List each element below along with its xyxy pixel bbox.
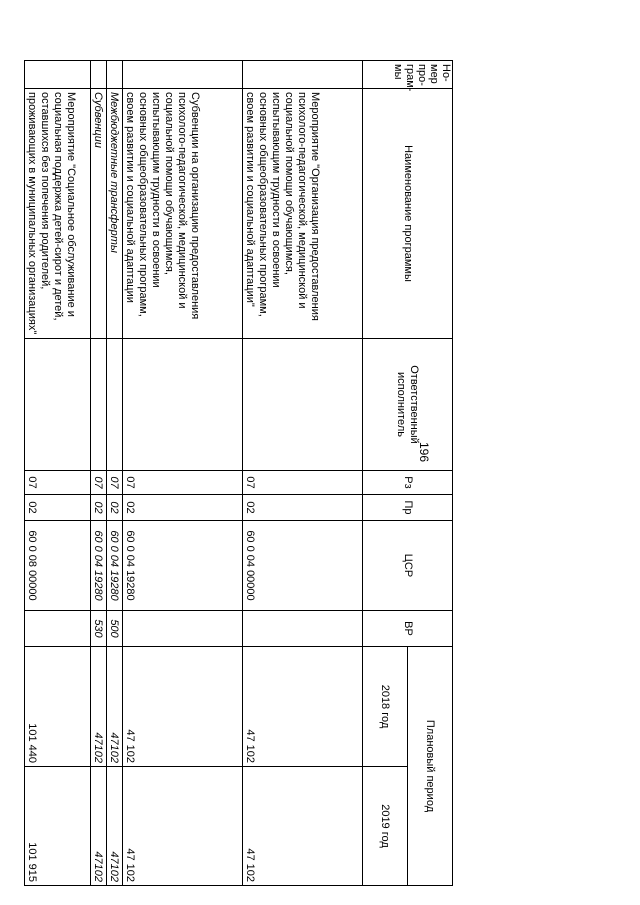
csr-cell: 60 0 04 19280 (123, 521, 243, 611)
pr-cell: 02 (25, 495, 91, 521)
header-2019: 2019 год (363, 767, 408, 886)
vr-cell (25, 611, 91, 647)
program-name-cell: Субвенции на организацию предоставления психолого-педагогической, медицинской и социальной помощи обучающимся, испытывающим трудности в освоении основных общеобразовательных программ, своем развитии и социальной адаптации (123, 89, 243, 339)
header-program-name: Наименование программы (363, 89, 453, 339)
vr-cell (123, 611, 243, 647)
amount-2018-cell: 47102 (91, 647, 107, 767)
header-plan-period: Плановый период (408, 647, 453, 886)
vr-cell: 500 (107, 611, 123, 647)
csr-cell: 60 0 04 19280 (107, 521, 123, 611)
csr-cell: 60 0 08 00000 (25, 521, 91, 611)
program-name-cell: Субвенции (91, 89, 107, 339)
header-csr: ЦСР (363, 521, 453, 611)
rz-cell: 07 (243, 471, 363, 495)
page-number: 196 (417, 441, 431, 463)
program-name-cell: Мероприятие "Организация предоставления психолого-педагогической, медицинской и социальной помощи обучающимся, испытывающим трудности в освоении основных общеобразовательных программ, своем развитии и социальной адаптации" (243, 89, 363, 339)
pr-cell: 02 (107, 495, 123, 521)
executor-cell (243, 339, 363, 471)
amount-2019-cell: 101 915 (25, 767, 91, 886)
amount-2018-cell: 101 440 (25, 647, 91, 767)
csr-cell: 60 0 04 19280 (91, 521, 107, 611)
header-2018: 2018 год (363, 647, 408, 767)
pr-cell: 02 (123, 495, 243, 521)
table-row (91, 61, 107, 886)
vr-cell: 530 (91, 611, 107, 647)
rz-cell: 07 (123, 471, 243, 495)
amount-2019-cell: 47 102 (123, 767, 243, 886)
program-name-cell: Межбюджетные трансферты (107, 89, 123, 339)
rz-cell: 07 (25, 471, 91, 495)
vr-cell (243, 611, 363, 647)
amount-2018-cell: 47102 (107, 647, 123, 767)
amount-2019-cell: 47102 (107, 767, 123, 886)
header-program-number: Но-мер про-грам-мы (363, 61, 453, 89)
pr-cell: 02 (91, 495, 107, 521)
executor-cell (91, 339, 107, 471)
pr-cell: 02 (243, 495, 363, 521)
executor-cell (107, 339, 123, 471)
rz-cell: 07 (107, 471, 123, 495)
table-row (25, 61, 91, 886)
program-number-cell (123, 61, 243, 89)
rotated-page (26, 60, 453, 885)
header-executor: Ответственный исполнитель (363, 339, 453, 471)
rz-cell: 07 (91, 471, 107, 495)
header-rz: Рз (363, 471, 453, 495)
table-row (107, 61, 123, 886)
header-vr: ВР (363, 611, 453, 647)
table-row (243, 61, 363, 886)
program-number-cell (25, 61, 91, 89)
budget-table (24, 60, 453, 886)
csr-cell: 60 0 04 00000 (243, 521, 363, 611)
program-name-cell: Мероприятие "Социальное обслуживание и социальная поддержка детей-сирот и детей, оставшихся без попечения родителей, проживающих в муниципальных организациях" (25, 89, 91, 339)
amount-2018-cell: 47 102 (243, 647, 363, 767)
executor-cell (25, 339, 91, 471)
executor-cell (123, 339, 243, 471)
program-number-cell (243, 61, 363, 89)
amount-2019-cell: 47102 (91, 767, 107, 886)
amount-2018-cell: 47 102 (123, 647, 243, 767)
program-number-cell (91, 61, 107, 89)
header-pr: Пр (363, 495, 453, 521)
amount-2019-cell: 47 102 (243, 767, 363, 886)
program-number-cell (107, 61, 123, 89)
table-row (123, 61, 243, 886)
